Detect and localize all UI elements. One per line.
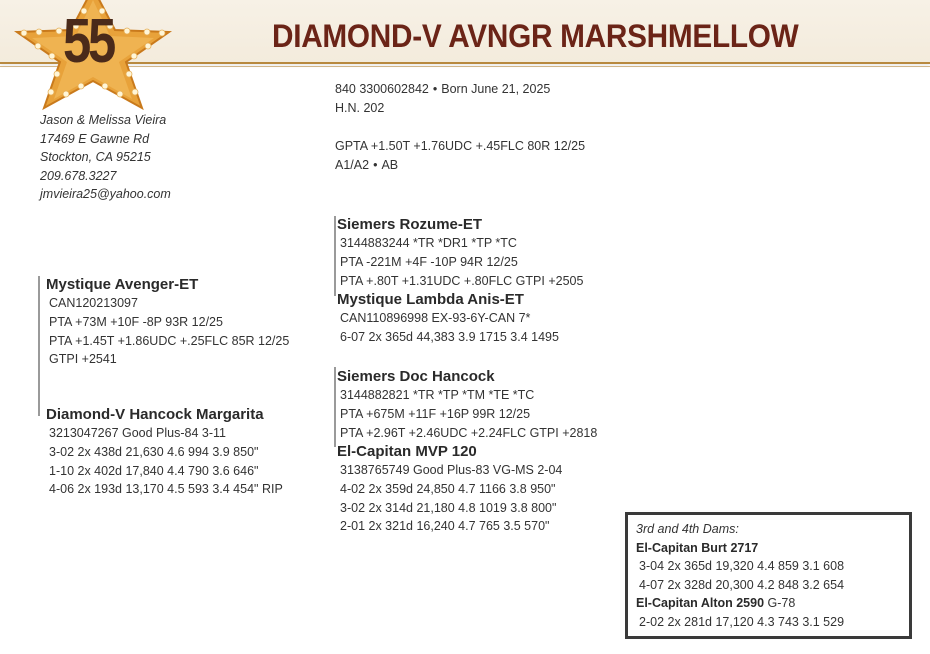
- owner-street: 17469 E Gawne Rd: [40, 131, 150, 146]
- separator: •: [432, 82, 438, 96]
- dams-heading: 3rd and 4th Dams:: [636, 522, 739, 536]
- sire-dam-line: CAN110896998 EX-93-6Y-CAN 7*: [340, 311, 531, 325]
- dam-line: 3-02 2x 438d 21,630 4.6 994 3.9 850": [49, 444, 259, 459]
- sire-dam-name: Mystique Lambda Anis-ET: [337, 291, 524, 308]
- third-dam-line: 3-04 2x 365d 19,320 4.4 859 3.1 608: [639, 559, 845, 573]
- dam-dam-line: 4-02 2x 359d 24,850 4.7 1166 3.8 950": [340, 481, 556, 496]
- third-fourth-dams-box: [625, 512, 912, 639]
- herd-number: H.N. 202: [335, 101, 385, 115]
- sire-dam-block: [337, 290, 559, 347]
- gpta-line: GPTA +1.50T +1.76UDC +.45FLC 80R 12/25: [335, 139, 586, 153]
- pedigree-line-main: [38, 276, 40, 416]
- dam-dam-name: El-Capitan MVP 120: [337, 443, 477, 460]
- sire-line: PTA +1.45T +1.86UDC +.25FLC 85R 12/25: [49, 333, 290, 348]
- lot-number: 55: [63, 7, 113, 76]
- sire-dam-line: 6-07 2x 365d 44,383 3.9 1715 3.4 1495: [340, 329, 559, 344]
- dam-sire-block: [337, 367, 597, 442]
- sire-sire-line: PTA -221M +4F -10P 94R 12/25: [340, 254, 518, 269]
- owner-phone: 209.678.3227: [40, 168, 117, 183]
- owner-block: [40, 111, 171, 204]
- third-dam-name: El-Capitan Burt 2717: [636, 540, 759, 555]
- owner-email: jmvieira25@yahoo.com: [40, 187, 171, 202]
- fourth-dam-name: El-Capitan Alton 2590: [636, 596, 765, 610]
- owner-name: Jason & Melissa Vieira: [40, 113, 167, 127]
- dam-dam-line: 2-01 2x 321d 16,240 4.7 765 3.5 570": [340, 519, 550, 534]
- animal-info: [335, 80, 585, 175]
- sire-line: CAN120213097: [49, 296, 138, 310]
- sire-sire-name: Siemers Rozume-ET: [337, 216, 483, 233]
- sire-name: Mystique Avenger-ET: [46, 276, 199, 293]
- dam-dam-block: [337, 442, 562, 536]
- dam-sire-line: PTA +2.96T +2.46UDC +2.24FLC GTPI +2818: [340, 425, 598, 440]
- dam-sire-line: PTA +675M +11F +16P 99R 12/25: [340, 406, 531, 421]
- dam-name: Diamond-V Hancock Margarita: [46, 406, 264, 423]
- third-dam-line: 4-07 2x 328d 20,300 4.2 848 3.2 654: [639, 577, 845, 592]
- animal-id: 840 3300602842: [335, 82, 429, 96]
- sire-sire-line: PTA +.80T +1.31UDC +.80FLC GTPI +2505: [340, 273, 584, 288]
- dam-block: [46, 405, 283, 499]
- pedigree-line-dam: [334, 367, 336, 447]
- pedigree-line-sire: [334, 216, 336, 296]
- a1a2-value: AB: [381, 158, 399, 172]
- a1a2-label: A1/A2: [335, 158, 370, 172]
- dam-line: 3213047267 Good Plus-84 3-11: [49, 426, 226, 440]
- sire-line: PTA +73M +10F -8P 93R 12/25: [49, 314, 223, 329]
- birth-date: Born June 21, 2025: [441, 82, 551, 96]
- fourth-dam-header: [636, 594, 844, 613]
- sire-line: GTPI +2541: [49, 352, 117, 367]
- owner-city: Stockton, CA 95215: [40, 150, 151, 165]
- dam-sire-name: Siemers Doc Hancock: [337, 368, 495, 385]
- id-line: [335, 80, 585, 99]
- dam-sire-line: 3144882821 *TR *TP *TM *TE *TC: [340, 388, 535, 402]
- sire-sire-block: [337, 215, 583, 290]
- dam-line: 1-10 2x 402d 17,840 4.4 790 3.6 646": [49, 463, 259, 478]
- sire-block: [46, 275, 289, 369]
- separator: •: [373, 158, 378, 172]
- fourth-dam-line: 2-02 2x 281d 17,120 4.3 743 3.1 529: [639, 614, 845, 629]
- sire-sire-line: 3144883244 *TR *DR1 *TP *TC: [340, 236, 517, 250]
- dam-line: 4-06 2x 193d 13,170 4.5 593 3.4 454" RIP: [49, 482, 283, 497]
- a1a2-line: [335, 156, 585, 175]
- page-title: DIAMOND-V AVNGR MARSHMELLOW: [272, 18, 799, 54]
- fourth-dam-class: G-78: [767, 596, 796, 610]
- dam-dam-line: 3138765749 Good Plus-83 VG-MS 2-04: [340, 463, 563, 477]
- dam-dam-line: 3-02 2x 314d 21,180 4.8 1019 3.8 800": [340, 500, 557, 515]
